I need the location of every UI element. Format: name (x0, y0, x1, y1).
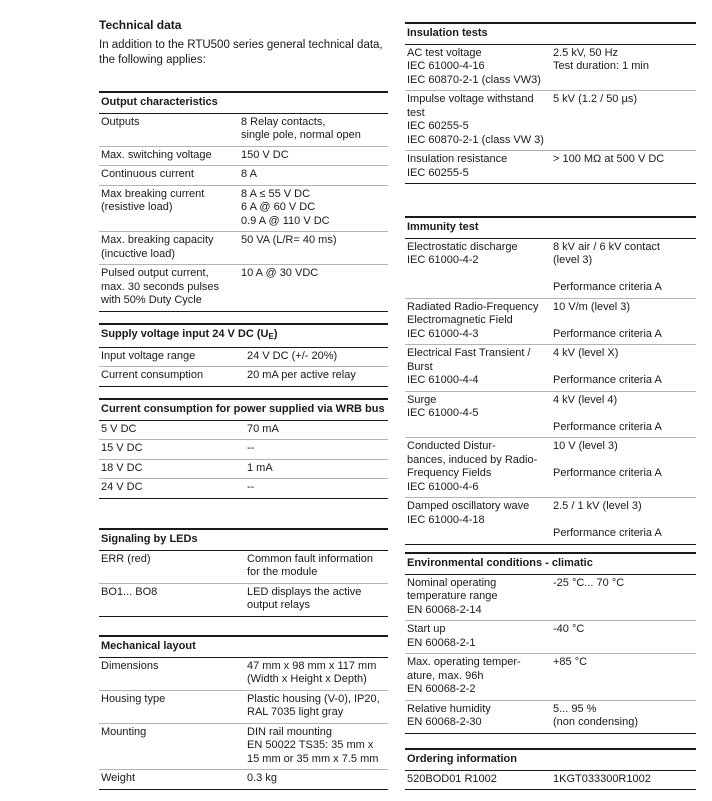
table-row (99, 113, 388, 146)
table-row (99, 265, 388, 312)
value-cell: 0.3 kg (245, 770, 388, 790)
value-cell: 8 A ≤ 55 V DC 6 A @ 60 V DC 0.9 A @ 110 V DC (239, 185, 388, 232)
value-cell: 1 mA (245, 459, 388, 479)
parameter-cell: Damped oscillatory wave IEC 61000-4-18 (405, 498, 551, 545)
table-row (99, 723, 388, 770)
table-row (99, 146, 388, 166)
table-row (405, 238, 696, 298)
value-cell: 24 V DC (+/- 20%) (245, 347, 388, 367)
parameter-cell: Electrical Fast Transient / Burst IEC 61000-4-4 (405, 345, 551, 392)
table-row (405, 438, 696, 498)
climatic-conditions-title: Environmental conditions - climatic (405, 553, 696, 574)
value-cell: DIN rail mounting EN 50022 TS35: 35 mm x 15 mm or 35 mm x 7.5 mm (245, 723, 388, 770)
table-row (99, 770, 388, 790)
value-cell: -25 °C... 70 °C (551, 574, 696, 621)
parameter-cell: Continuous current (99, 166, 239, 186)
led-signaling-title: Signaling by LEDs (99, 529, 388, 550)
value-cell: Plastic housing (V-0), IP20, RAL 7035 light gray (245, 690, 388, 723)
value-cell: 20 mA per active relay (245, 367, 388, 387)
table-row (405, 770, 696, 790)
value-cell: 70 mA (245, 420, 388, 440)
table-row (99, 185, 388, 232)
output-characteristics-title: Output characteristics (99, 92, 388, 113)
value-cell: 4 kV (level 4) Performance criteria A (551, 391, 696, 438)
value-cell: 1KGT033300R1002 (551, 770, 696, 790)
value-cell: -- (245, 440, 388, 460)
table-row (99, 232, 388, 265)
table-row (99, 367, 388, 387)
value-cell: > 100 MΩ at 500 V DC (551, 151, 696, 184)
table-row (405, 391, 696, 438)
value-cell: LED displays the active output relays (245, 583, 388, 616)
value-cell: 8 Relay contacts, single pole, normal open (239, 113, 388, 146)
table-row (99, 690, 388, 723)
immunity-test-title: Immunity test (405, 217, 696, 238)
table-row (99, 347, 388, 367)
insulation-tests-table (405, 22, 696, 184)
parameter-cell: ERR (red) (99, 550, 245, 583)
insulation-tests-title: Insulation tests (405, 23, 696, 44)
table-row (99, 459, 388, 479)
value-cell: Common fault information for the module (245, 550, 388, 583)
ordering-information-title: Ordering information (405, 749, 696, 770)
parameter-cell: Input voltage range (99, 347, 245, 367)
value-cell: 10 V (level 3) Performance criteria A (551, 438, 696, 498)
parameter-cell: Weight (99, 770, 245, 790)
value-cell: 8 A (239, 166, 388, 186)
table-row (99, 479, 388, 499)
parameter-cell: 18 V DC (99, 459, 245, 479)
parameter-cell: BO1... BO8 (99, 583, 245, 616)
table-row (405, 654, 696, 701)
table-row (99, 420, 388, 440)
parameter-cell: Radiated Radio-Frequency Electromagnetic Field IEC 61000-4-3 (405, 298, 551, 345)
value-cell: +85 °C (551, 654, 696, 701)
parameter-cell: Insulation resistance IEC 60255-5 (405, 151, 551, 184)
value-cell: 5... 95 % (non condensing) (551, 700, 696, 733)
led-signaling-table (99, 528, 388, 617)
value-cell: 47 mm x 98 mm x 117 mm (Width x Height x Depth) (245, 657, 388, 690)
wrb-consumption-title: Current consumption for power supplied via WRB bus (99, 399, 388, 420)
parameter-cell: Electrostatic discharge IEC 61000-4-2 (405, 238, 551, 298)
parameter-cell: Nominal operating temperature range EN 60068-2-14 (405, 574, 551, 621)
value-cell: 2.5 kV, 50 Hz Test duration: 1 min (551, 44, 696, 91)
value-cell: 10 V/m (level 3) Performance criteria A (551, 298, 696, 345)
mechanical-layout-table (99, 635, 388, 790)
parameter-cell: Conducted Distur- bances, induced by Radio- Frequency Fields IEC 61000-4-6 (405, 438, 551, 498)
table-row (405, 298, 696, 345)
technical-data-title: Technical data (99, 18, 182, 32)
value-cell: 150 V DC (239, 146, 388, 166)
parameter-cell: Max. operating temper- ature, max. 96h EN 60068-2-2 (405, 654, 551, 701)
table-row (405, 345, 696, 392)
parameter-cell: Housing type (99, 690, 245, 723)
value-cell: -- (245, 479, 388, 499)
technical-data-intro (99, 18, 389, 67)
table-row (405, 700, 696, 733)
parameter-cell: AC test voltage IEC 61000-4-16 IEC 60870-2-1 (class VW3) (405, 44, 551, 91)
table-row (405, 44, 696, 91)
value-cell: 8 kV air / 6 kV contact (level 3) Performance criteria A (551, 238, 696, 298)
parameter-cell: Outputs (99, 113, 239, 146)
immunity-test-table (405, 216, 696, 545)
parameter-cell: Max. switching voltage (99, 146, 239, 166)
supply-voltage-title: Supply voltage input 24 V DC $(U_E)$ (99, 324, 388, 347)
table-row (405, 621, 696, 654)
ordering-information-table (405, 748, 696, 790)
table-row (99, 550, 388, 583)
table-row (99, 583, 388, 616)
value-cell: 5 kV (1.2 / 50 µs) (551, 91, 696, 151)
wrb-consumption-table (99, 398, 388, 499)
value-cell: 10 A @ 30 VDC (239, 265, 388, 312)
parameter-cell: 520BOD01 R1002 (405, 770, 551, 790)
parameter-cell: Current consumption (99, 367, 245, 387)
supply-voltage-table (99, 323, 388, 387)
parameter-cell: Start up EN 60068-2-1 (405, 621, 551, 654)
parameter-cell: Surge IEC 61000-4-5 (405, 391, 551, 438)
table-row (99, 166, 388, 186)
value-cell: 50 VA (L/R= 40 ms) (239, 232, 388, 265)
parameter-cell: Impulse voltage withstand test IEC 60255-5 IEC 60870-2-1 (class VW 3) (405, 91, 551, 151)
parameter-cell: 5 V DC (99, 420, 245, 440)
parameter-cell: Mounting (99, 723, 245, 770)
table-row (405, 91, 696, 151)
table-row (405, 574, 696, 621)
parameter-cell: Relative humidity EN 60068-2-30 (405, 700, 551, 733)
table-row (405, 498, 696, 545)
value-cell: -40 °C (551, 621, 696, 654)
output-characteristics-table (99, 91, 388, 312)
parameter-cell: 24 V DC (99, 479, 245, 499)
value-cell: 2.5 / 1 kV (level 3) Performance criteria A (551, 498, 696, 545)
parameter-cell: Dimensions (99, 657, 245, 690)
climatic-conditions-table (405, 552, 696, 734)
technical-data-text: In addition to the RTU500 series general technical data, the following applies: (99, 39, 383, 66)
parameter-cell: Max. breaking capacity (incuctive load) (99, 232, 239, 265)
parameter-cell: Max breaking current (resistive load) (99, 185, 239, 232)
table-row (405, 151, 696, 184)
value-cell: 4 kV (level X) Performance criteria A (551, 345, 696, 392)
parameter-cell: Pulsed output current, max. 30 seconds pulses with 50% Duty Cycle (99, 265, 239, 312)
parameter-cell: 15 V DC (99, 440, 245, 460)
table-row (99, 657, 388, 690)
mechanical-layout-title: Mechanical layout (99, 636, 388, 657)
table-row (99, 440, 388, 460)
